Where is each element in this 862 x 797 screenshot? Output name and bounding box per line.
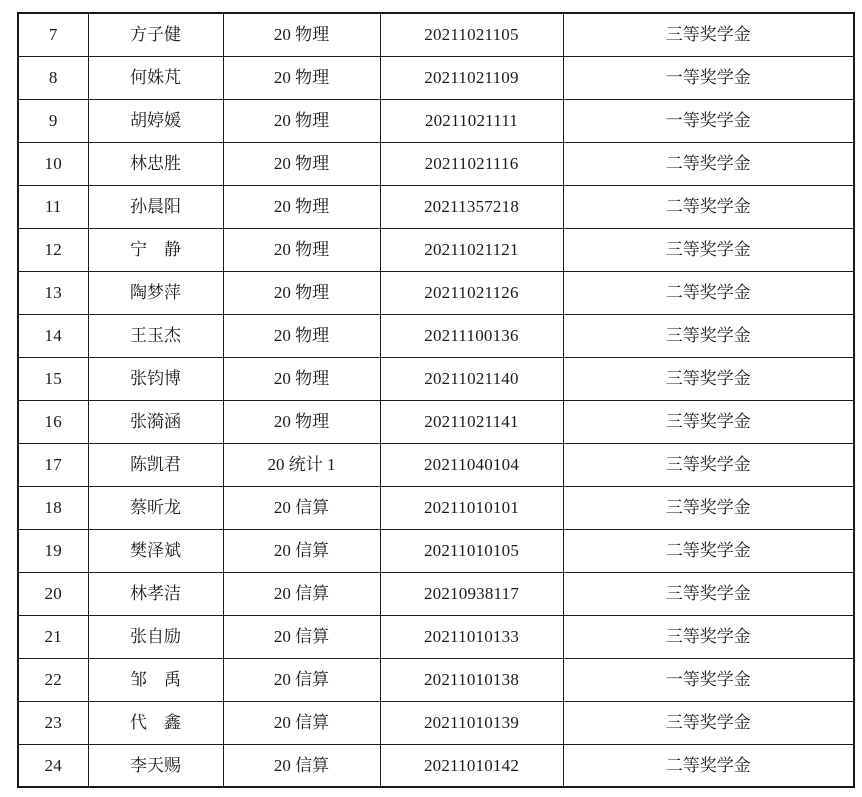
cell-student-id: 20211021111 <box>380 99 563 142</box>
cell-award: 三等奖学金 <box>563 228 854 271</box>
cell-award: 三等奖学金 <box>563 13 854 56</box>
cell-class: 20 物理 <box>223 228 380 271</box>
cell-index: 22 <box>18 658 88 701</box>
cell-index: 12 <box>18 228 88 271</box>
cell-class: 20 物理 <box>223 271 380 314</box>
table-row <box>18 615 854 658</box>
cell-award: 二等奖学金 <box>563 271 854 314</box>
cell-index: 9 <box>18 99 88 142</box>
table-row <box>18 99 854 142</box>
cell-index: 18 <box>18 486 88 529</box>
cell-student-id: 20211021109 <box>380 56 563 99</box>
cell-class: 20 信算 <box>223 486 380 529</box>
cell-student-id: 20211010105 <box>380 529 563 572</box>
cell-student-id: 20211100136 <box>380 314 563 357</box>
cell-name: 方子健 <box>88 13 223 56</box>
cell-class: 20 统计 1 <box>223 443 380 486</box>
cell-class: 20 信算 <box>223 529 380 572</box>
cell-class: 20 信算 <box>223 658 380 701</box>
cell-name: 林忠胜 <box>88 142 223 185</box>
cell-index: 15 <box>18 357 88 400</box>
cell-name: 蔡昕龙 <box>88 486 223 529</box>
cell-student-id: 20211010133 <box>380 615 563 658</box>
cell-index: 13 <box>18 271 88 314</box>
cell-student-id: 20211357218 <box>380 185 563 228</box>
table-body <box>18 13 854 787</box>
cell-student-id: 20211021141 <box>380 400 563 443</box>
cell-award: 一等奖学金 <box>563 99 854 142</box>
cell-student-id: 20211021105 <box>380 13 563 56</box>
cell-award: 三等奖学金 <box>563 400 854 443</box>
cell-award: 二等奖学金 <box>563 744 854 787</box>
cell-award: 二等奖学金 <box>563 185 854 228</box>
cell-student-id: 20211040104 <box>380 443 563 486</box>
cell-index: 11 <box>18 185 88 228</box>
cell-index: 23 <box>18 701 88 744</box>
table-row <box>18 400 854 443</box>
cell-class: 20 物理 <box>223 314 380 357</box>
cell-class: 20 物理 <box>223 400 380 443</box>
cell-class: 20 信算 <box>223 744 380 787</box>
cell-award: 三等奖学金 <box>563 486 854 529</box>
cell-index: 21 <box>18 615 88 658</box>
table-row <box>18 486 854 529</box>
cell-student-id: 20211010101 <box>380 486 563 529</box>
scholarship-table <box>17 12 855 788</box>
cell-name: 张钧博 <box>88 357 223 400</box>
table-row <box>18 271 854 314</box>
table-row <box>18 443 854 486</box>
cell-index: 16 <box>18 400 88 443</box>
cell-award: 一等奖学金 <box>563 658 854 701</box>
cell-student-id: 20211010142 <box>380 744 563 787</box>
table-row <box>18 658 854 701</box>
cell-award: 三等奖学金 <box>563 701 854 744</box>
table-row <box>18 357 854 400</box>
cell-name: 孙晨阳 <box>88 185 223 228</box>
cell-name: 何姝芃 <box>88 56 223 99</box>
cell-name: 张自励 <box>88 615 223 658</box>
table-row <box>18 185 854 228</box>
cell-class: 20 物理 <box>223 99 380 142</box>
cell-index: 14 <box>18 314 88 357</box>
cell-name: 张漪涵 <box>88 400 223 443</box>
table-row <box>18 572 854 615</box>
cell-student-id: 20211010139 <box>380 701 563 744</box>
cell-student-id: 20210938117 <box>380 572 563 615</box>
cell-award: 三等奖学金 <box>563 314 854 357</box>
cell-award: 三等奖学金 <box>563 357 854 400</box>
cell-class: 20 信算 <box>223 615 380 658</box>
cell-index: 17 <box>18 443 88 486</box>
cell-name: 李天赐 <box>88 744 223 787</box>
table-row <box>18 529 854 572</box>
cell-class: 20 物理 <box>223 13 380 56</box>
table-row <box>18 13 854 56</box>
cell-award: 二等奖学金 <box>563 529 854 572</box>
cell-award: 二等奖学金 <box>563 142 854 185</box>
table-row <box>18 744 854 787</box>
cell-student-id: 20211021116 <box>380 142 563 185</box>
cell-award: 三等奖学金 <box>563 572 854 615</box>
cell-award: 一等奖学金 <box>563 56 854 99</box>
cell-class: 20 物理 <box>223 357 380 400</box>
cell-class: 20 信算 <box>223 701 380 744</box>
cell-name: 王玉杰 <box>88 314 223 357</box>
cell-name: 陶梦萍 <box>88 271 223 314</box>
cell-name: 代 鑫 <box>88 701 223 744</box>
cell-name: 樊泽斌 <box>88 529 223 572</box>
cell-name: 宁 静 <box>88 228 223 271</box>
table-row <box>18 56 854 99</box>
cell-name: 胡婷媛 <box>88 99 223 142</box>
cell-award: 三等奖学金 <box>563 443 854 486</box>
cell-index: 10 <box>18 142 88 185</box>
cell-class: 20 信算 <box>223 572 380 615</box>
table-row <box>18 314 854 357</box>
cell-index: 7 <box>18 13 88 56</box>
cell-index: 24 <box>18 744 88 787</box>
cell-index: 8 <box>18 56 88 99</box>
cell-student-id: 20211021140 <box>380 357 563 400</box>
table-row <box>18 701 854 744</box>
cell-student-id: 20211010138 <box>380 658 563 701</box>
cell-name: 林孝洁 <box>88 572 223 615</box>
cell-name: 邹 禹 <box>88 658 223 701</box>
table-row <box>18 228 854 271</box>
cell-index: 20 <box>18 572 88 615</box>
cell-index: 19 <box>18 529 88 572</box>
cell-name: 陈凯君 <box>88 443 223 486</box>
cell-class: 20 物理 <box>223 142 380 185</box>
cell-student-id: 20211021126 <box>380 271 563 314</box>
cell-award: 三等奖学金 <box>563 615 854 658</box>
cell-student-id: 20211021121 <box>380 228 563 271</box>
table-row <box>18 142 854 185</box>
cell-class: 20 物理 <box>223 56 380 99</box>
cell-class: 20 物理 <box>223 185 380 228</box>
